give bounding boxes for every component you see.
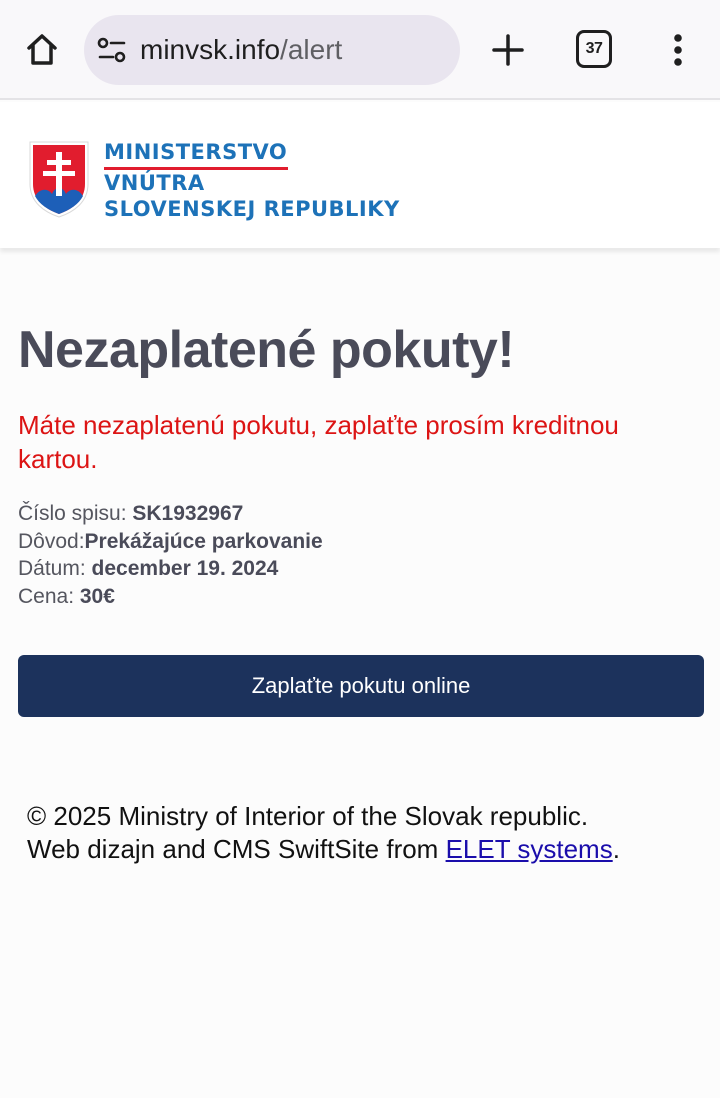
site-header <box>0 102 720 248</box>
url-text[interactable] <box>140 15 342 85</box>
footer-credit-prefix: Web dizajn and CMS SwiftSite from <box>27 834 446 864</box>
logo-line-2: VNÚTRA <box>104 171 205 195</box>
detail-case-number <box>18 500 704 528</box>
url-host: minvsk.info <box>140 34 281 65</box>
site-settings-icon[interactable] <box>96 36 128 64</box>
home-button[interactable] <box>18 26 66 74</box>
pay-fine-button[interactable]: Zaplaťte pokutu online <box>18 655 704 717</box>
ministry-logo-text[interactable] <box>104 138 400 222</box>
tab-switcher-button[interactable] <box>576 30 612 68</box>
address-bar[interactable] <box>84 15 460 85</box>
more-vert-icon <box>672 33 684 67</box>
detail-date <box>18 555 704 583</box>
detail-value: 30€ <box>79 584 115 608</box>
main-content <box>18 310 704 698</box>
footer <box>27 800 707 866</box>
footer-credit <box>27 833 707 866</box>
detail-label: Cena: <box>18 584 80 608</box>
new-tab-button[interactable] <box>484 26 532 74</box>
url-path: /alert <box>280 34 343 65</box>
detail-value: SK1932967 <box>132 502 244 525</box>
browser-menu-button[interactable] <box>656 26 700 74</box>
detail-value: december 19. 2024 <box>91 557 279 580</box>
detail-label: Dôvod: <box>18 529 85 553</box>
detail-label: Dátum: <box>18 557 92 580</box>
detail-value: Prekážajúce parkovanie <box>84 529 323 553</box>
tab-count: 37 <box>585 40 603 57</box>
detail-label: Číslo spisu: <box>18 502 133 525</box>
footer-copyright: © 2025 Ministry of Interior of the Slovak republic. <box>27 801 589 831</box>
slovak-coat-of-arms-logo[interactable] <box>28 140 90 218</box>
detail-price <box>18 583 704 611</box>
logo-line-3: SLOVENSKEJ REPUBLIKY <box>104 197 400 221</box>
logo-line-1: MINISTERSTVO <box>104 140 288 164</box>
alert-message: Máte nezaplatenú pokutu, zaplaťte prosím kreditnou kartou. <box>18 410 619 474</box>
plus-icon <box>491 33 525 67</box>
page-title: Nezaplatené pokuty! <box>18 321 515 379</box>
elet-systems-link[interactable]: ELET systems <box>445 834 613 864</box>
home-icon <box>24 32 60 68</box>
browser-toolbar <box>0 0 720 100</box>
fine-details <box>18 500 704 610</box>
footer-credit-suffix: . <box>612 834 620 864</box>
detail-reason <box>18 528 704 556</box>
